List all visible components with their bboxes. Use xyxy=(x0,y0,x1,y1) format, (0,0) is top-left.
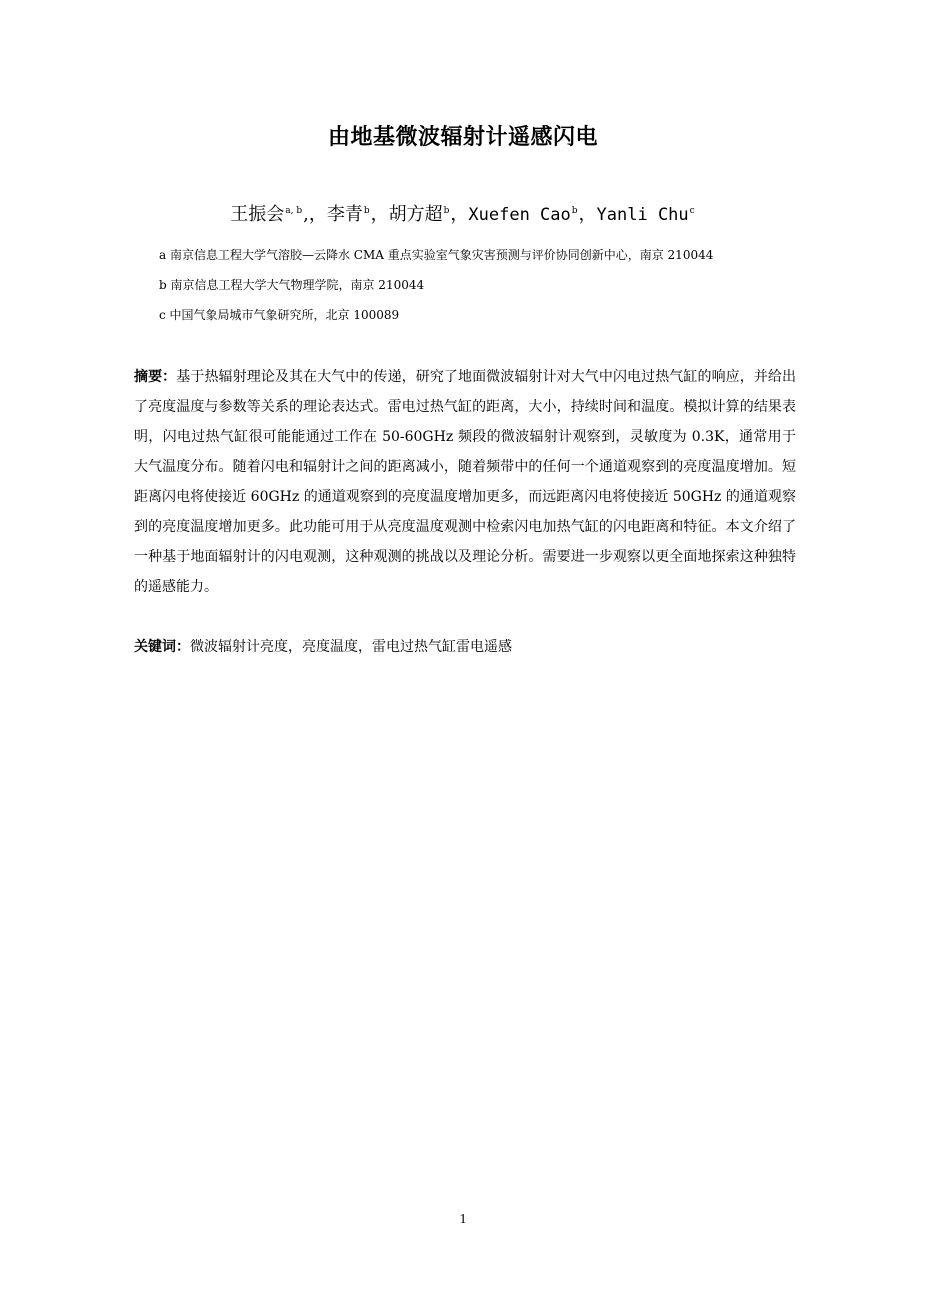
author-line xyxy=(0,200,926,226)
author-name: 王振会 xyxy=(230,204,285,225)
keywords xyxy=(134,634,796,660)
page-number: 1 xyxy=(459,1212,467,1227)
paper-title: 由地基微波辐射计遥感闪电 xyxy=(327,125,598,150)
abstract xyxy=(134,362,796,602)
author-separator: ,， xyxy=(303,204,327,225)
keywords-text: 微波辐射计亮度，亮度温度，雷电过热气缸雷电遥感 xyxy=(190,639,512,655)
author-name: 李青 xyxy=(326,204,363,225)
author-separator: ， xyxy=(370,204,389,225)
author-separator: ， xyxy=(450,204,469,225)
keywords-label: 关键词： xyxy=(134,639,190,655)
author-affiliation-marker: b xyxy=(363,206,370,216)
author-name: Yanli Chu xyxy=(596,205,689,225)
abstract-label: 摘要： xyxy=(134,369,177,385)
author-affiliation-marker: b xyxy=(571,206,578,216)
author-affiliation-marker: b xyxy=(443,206,450,216)
affiliation-a: a 南京信息工程大学气溶胶—云降水 CMA 重点实验室气象灾害预测与评价协同创新中心，南京 210044 xyxy=(159,248,714,262)
affiliation-c: c 中国气象局城市气象研究所，北京 100089 xyxy=(159,308,400,322)
abstract-text: 基于热辐射理论及其在大气中的传递，研究了地面微波辐射计对大气中闪电过热气缸的响应，并给出了亮度温度与参数等关系的理论表达式。雷电过热气缸的距离，大小，持续时间和温度。模拟计算的结果表明，闪电过热气缸很可能能通过工作在 50-60GHz 频段的微波辐射计观察到，灵敏度为 0.3K，通常用于大气温度分布。随着闪电和辐射计之间的距离减小，随着频带中的任何一个通道观察到的亮度温度增加。短距离闪电将使接近 60GHz 的通道观察到的亮度温度增加更多，而远距离闪电将使接近 50GHz 的通道观察到的亮度温度增加更多。此功能可用于从亮度温度观测中检索闪电加热气缸的闪电距离和特征。本文介绍了一种基于地面辐射计的闪电观测，这种观测的挑战以及理论分析。需要进一步观察以更全面地探索这种独特的遥感能力。 xyxy=(134,369,797,595)
author-affiliation-marker: a, b xyxy=(285,206,303,216)
author-name: Xuefen Cao xyxy=(468,205,571,225)
author-name: 胡方超 xyxy=(388,204,443,225)
author-separator: ， xyxy=(578,204,597,225)
author-affiliation-marker: c xyxy=(689,206,695,216)
affiliation-b: b 南京信息工程大学大气物理学院，南京 210044 xyxy=(159,278,425,292)
